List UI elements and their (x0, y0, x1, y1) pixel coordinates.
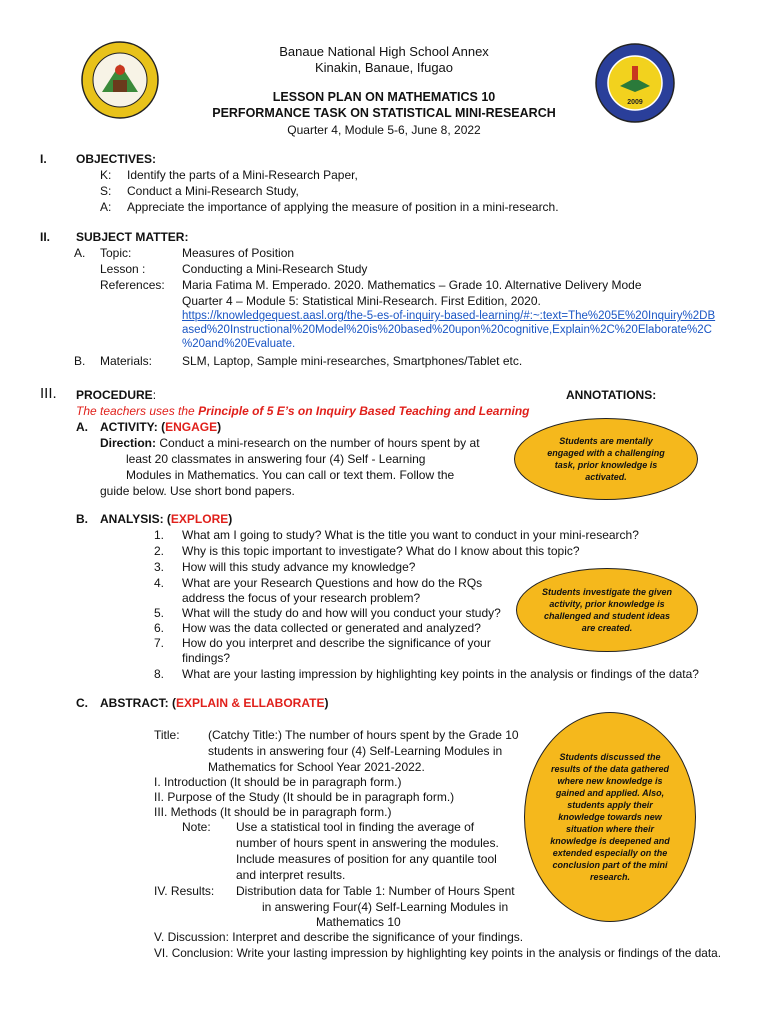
title-line-1: (Catchy Title:) The number of hours spent by the Grade 10 (208, 728, 519, 742)
question-3-num: 3. (154, 560, 165, 574)
question-7: How do you interpret and describe the significance of your (182, 636, 491, 650)
subject-a-letter: A. (74, 246, 86, 260)
question-4: What are your Research Questions and how do the RQs (182, 576, 483, 590)
section-iii-number: III. (40, 385, 57, 402)
analysis-close: ) (228, 512, 233, 526)
intro-principle: Principle of 5 E’s on Inquiry Based Teaching and Learning (198, 404, 530, 418)
activity-heading (100, 420, 221, 434)
section-i-heading: OBJECTIVES: (76, 152, 157, 166)
question-8: What are your lasting impression by highlighting key points in the analysis or findings of the data? (182, 667, 699, 681)
introduction-item: I. Introduction (It should be in paragraph form.) (154, 775, 402, 789)
procedure-intro (76, 404, 529, 418)
annotation-engage: Students are mentally engaged with a challenging task, prior knowledge is activated. (514, 418, 698, 500)
engage-label: ENGAGE (165, 420, 218, 434)
question-1-num: 1. (154, 528, 165, 542)
procedure-colon: : (152, 388, 157, 402)
question-5-num: 5. (154, 606, 165, 620)
question-7-cont: findings? (182, 651, 231, 665)
title-label: Title: (154, 728, 180, 742)
direction-label: Direction: (100, 436, 157, 450)
topic-label: Topic: (100, 246, 132, 260)
abstract-close: ) (324, 696, 329, 710)
discussion-item: V. Discussion: Interpret and describe the significance of your findings. (154, 930, 524, 944)
activity-close: ) (217, 420, 222, 434)
activity-label: ACTIVITY: ( (100, 420, 166, 434)
subtitle-quarter: Quarter 4, Module 5-6, June 8, 2022 (287, 123, 481, 137)
objective-k-key: K: (100, 168, 112, 182)
title-line-2: students in answering four (4) Self-Learning Modules in (208, 744, 503, 758)
annotation-explain-elaborate: Students discussed the results of the data gathered where new knowledge is gained and applied. Also, students apply their knowledge towards new situation where their knowledge is deepened and extended especially on the conclusion part of the mini research. (524, 712, 696, 922)
objective-s-text: Conduct a Mini-Research Study, (127, 184, 299, 198)
direction-text-1: Conduct a mini-research on the number of hours spent by at (156, 436, 480, 450)
intro-text: The teachers uses the (76, 404, 199, 418)
results-line-2: in answering Four(4) Self-Learning Modules in (262, 900, 509, 914)
question-2: Why is this topic important to investigate? What do I know about this topic? (182, 544, 580, 558)
note-line-3: Include measures of position for any quantile tool (236, 852, 497, 866)
note-label: Note: (182, 820, 211, 834)
procedure-heading-text: PROCEDURE (76, 388, 153, 402)
question-6: How was the data collected or generated and analyzed? (182, 621, 481, 635)
section-ii-number: II. (40, 230, 51, 244)
title-performance-task: PERFORMANCE TASK ON STATISTICAL MINI-RESEARCH (212, 106, 556, 120)
activity-letter: A. (76, 420, 88, 434)
objective-a-text: Appreciate the importance of applying the measure of position in a mini-research. (127, 200, 559, 214)
annotation-explore: Students investigate the given activity, prior knowledge is challenged and student ideas are created. (516, 568, 698, 652)
section-ii-heading: SUBJECT MATTER: (76, 230, 189, 244)
direction-line-2: least 20 classmates in answering four (4) Self - Learning (126, 452, 426, 466)
reference-link-cont-2[interactable]: %20and%20Evaluate. (182, 338, 296, 350)
note-line-1: Use a statistical tool in finding the average of (236, 820, 475, 834)
reference-link[interactable]: https://knowledgequest.aasl.org/the-5-es-of-inquiry-based-learning/#:~:text=The%205E%20Inquiry%2DB (182, 310, 716, 322)
objective-a-key: A: (100, 200, 112, 214)
subject-b-letter: B. (74, 354, 86, 368)
results-line-1: Distribution data for Table 1: Number of Hours Spent (236, 884, 515, 898)
school-address: Kinakin, Banaue, Ifugao (314, 60, 454, 75)
direction-line-4: guide below. Use short bond papers. (100, 484, 295, 498)
results-label: IV. Results: (154, 884, 215, 898)
question-7-num: 7. (154, 636, 165, 650)
seal-year: 2009 (627, 99, 643, 106)
objective-s-key: S: (100, 184, 112, 198)
methods-item: III. Methods (It should be in paragraph form.) (154, 805, 392, 819)
explain-elaborate-label: EXPLAIN & ELLABORATE (176, 696, 325, 710)
question-1: What am I going to study? What is the title you want to conduct in your mini-research? (182, 528, 639, 542)
question-5: What will the study do and how will you conduct your study? (182, 606, 501, 620)
reference-line-1: Maria Fatima M. Emperado. 2020. Mathematics – Grade 10. Alternative Delivery Mode (182, 278, 642, 292)
objective-k-text: Identify the parts of a Mini-Research Paper, (127, 168, 358, 182)
reference-line-2: Quarter 4 – Module 5: Statistical Mini-Research. First Edition, 2020. (182, 294, 541, 308)
lesson-label: Lesson : (100, 262, 146, 276)
question-4-cont: address the focus of your research problem? (182, 591, 421, 605)
results-line-3: Mathematics 10 (316, 915, 401, 929)
lesson-value: Conducting a Mini-Research Study (182, 262, 368, 276)
explore-label: EXPLORE (170, 512, 229, 526)
question-6-num: 6. (154, 621, 165, 635)
purpose-item: II. Purpose of the Study (It should be in paragraph form.) (154, 790, 455, 804)
note-line-4: and interpret results. (236, 868, 346, 882)
analysis-label: ANALYSIS: ( (100, 512, 171, 526)
title-lesson-plan: LESSON PLAN ON MATHEMATICS 10 (272, 90, 496, 104)
direction-line-3: Modules in Mathematics. You can call or text them. Follow the (126, 468, 455, 482)
direction-line-1 (100, 436, 480, 450)
references-label: References: (100, 278, 165, 292)
materials-label: Materials: (100, 354, 153, 368)
note-line-2: number of hours spent in answering the modules. (236, 836, 499, 850)
question-3: How will this study advance my knowledge? (182, 560, 416, 574)
question-4-num: 4. (154, 576, 165, 590)
question-2-num: 2. (154, 544, 165, 558)
bnhs-annex-seal (594, 42, 676, 124)
topic-value: Measures of Position (182, 246, 295, 260)
analysis-letter: B. (76, 512, 88, 526)
reference-link-cont-1[interactable]: ased%20Instructional%20Model%20is%20based%20upon%20cognitive,Explain%2C%20Elaborate%2C (182, 324, 712, 336)
title-line-3: Mathematics for School Year 2021-2022. (208, 760, 425, 774)
annotations-heading: ANNOTATIONS: (566, 388, 657, 402)
conclusion-item: VI. Conclusion: Write your lasting impression by highlighting key points in the analysis or findings of the data. (154, 946, 721, 960)
materials-value: SLM, Laptop, Sample mini-researches, Smartphones/Tablet etc. (182, 354, 523, 368)
school-name: Banaue National High School Annex (279, 44, 489, 59)
analysis-heading (100, 512, 232, 526)
abstract-letter: C. (76, 696, 88, 710)
question-8-num: 8. (154, 667, 165, 681)
section-i-number: I. (40, 152, 47, 166)
section-iii-heading (76, 388, 156, 402)
abstract-heading (100, 696, 328, 710)
abstract-label: ABSTRACT: ( (100, 696, 176, 710)
